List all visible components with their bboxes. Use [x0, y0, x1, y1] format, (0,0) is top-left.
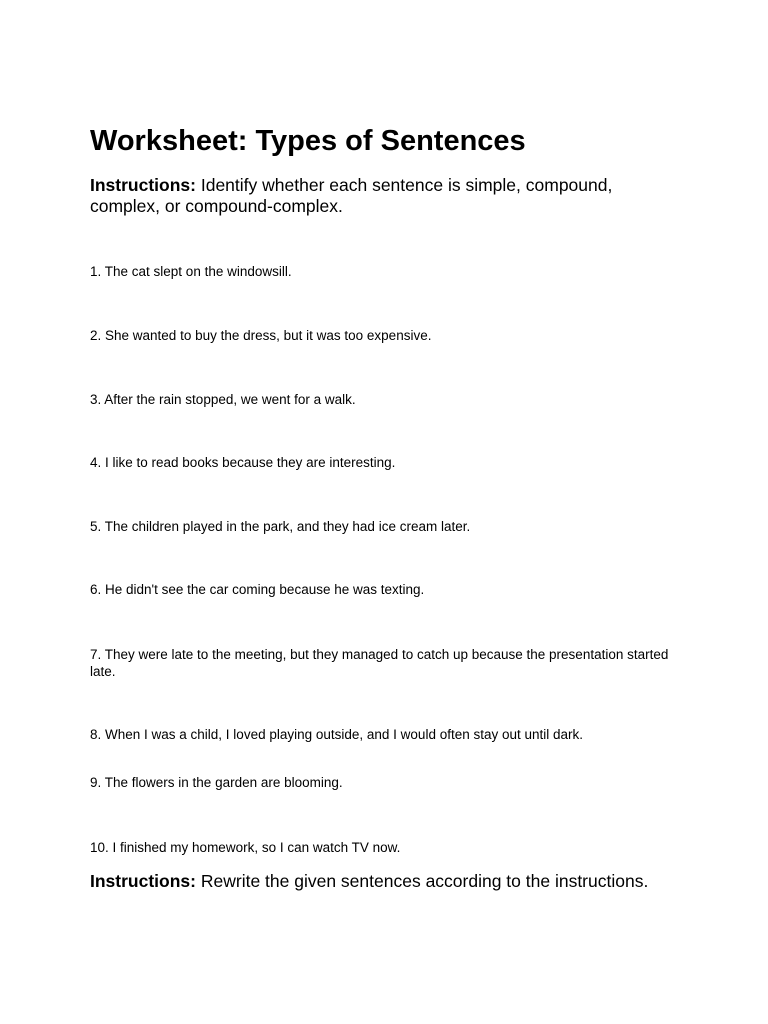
instructions-identify: [90, 175, 680, 217]
sentence-item-5: 5. The children played in the park, and they had ice cream later.: [90, 519, 471, 534]
instructions-label: Instructions:: [90, 175, 196, 195]
sentence-item-4: 4. I like to read books because they are interesting.: [90, 455, 396, 470]
instructions-rewrite: [90, 871, 680, 892]
sentence-item-3: 3. After the rain stopped, we went for a walk.: [90, 392, 356, 407]
sentence-item-10: 10. I finished my homework, so I can watch TV now.: [90, 840, 401, 855]
sentence-item-2: 2. She wanted to buy the dress, but it was too expensive.: [90, 328, 432, 343]
sentence-item-1: 1. The cat slept on the windowsill.: [90, 264, 292, 279]
sentence-item-9: 9. The flowers in the garden are blooming.: [90, 775, 343, 790]
page-title: Worksheet: Types of Sentences: [90, 125, 526, 157]
sentence-item-6: 6. He didn't see the car coming because he was texting.: [90, 582, 425, 597]
sentence-item-8: 8. When I was a child, I loved playing outside, and I would often stay out until dark.: [90, 727, 584, 742]
instructions-text: Rewrite the given sentences according to the instructions.: [200, 871, 649, 891]
instructions-text: Identify whether each sentence is simple, compound, complex, or compound-complex.: [90, 175, 613, 216]
instructions-label: Instructions:: [90, 871, 196, 891]
sentence-item-7: 7. They were late to the meeting, but they managed to catch up because the presentation started late.: [90, 647, 669, 679]
